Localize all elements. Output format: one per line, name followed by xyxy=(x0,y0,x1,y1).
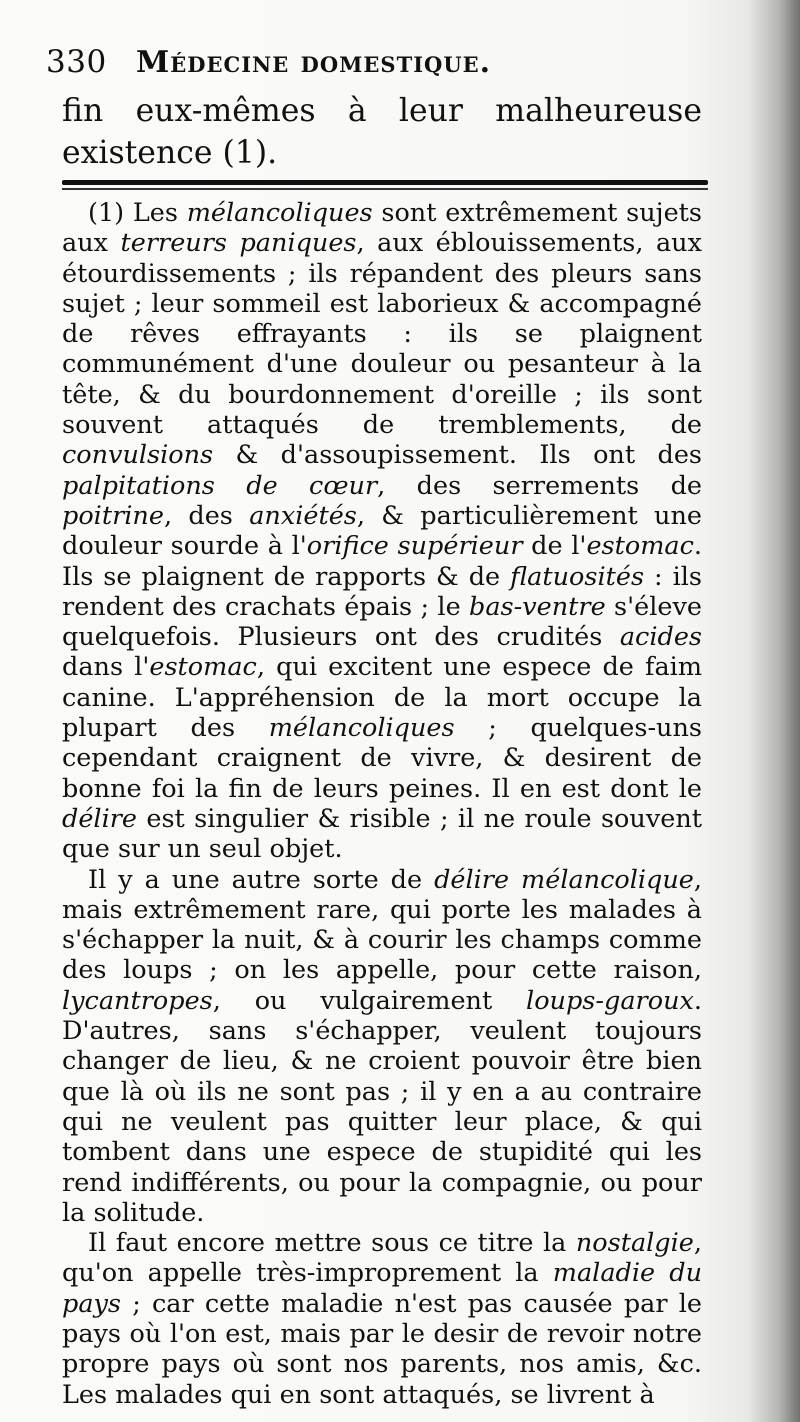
footnote-paragraph-1 xyxy=(62,198,702,865)
text-run: sont extrêmement sujets aux xyxy=(62,198,702,259)
text-run: ; car cette maladie n'est pas causée par le pays où l'on est, mais par le desir de revoir notre propre pays où sont nos parents, nos amis, &c. Les malades qui en sont attaqués, se livrent à xyxy=(62,1288,702,1410)
page-number: 330 xyxy=(46,44,107,80)
text-run: , ou vulgairement xyxy=(212,985,527,1016)
text-run: . D'autres, sans s'échapper, veulent toujours changer de lieu, & ne croient pouvoir être bien que là où ils ne sont pas ; il y en a au contraire qui ne veulent pas quitter leur place, & qui tombent dans une espece de stupidité qui les rend indifférents, ou pour la compagnie, ou pour la solitude. xyxy=(62,985,702,1228)
text-run: , qui excitent une espece de faim canine. L'appréhension de la mort occupe la plupart des xyxy=(62,652,703,744)
footnote-separator-hairline xyxy=(62,188,708,190)
italic-term: bas-ventre xyxy=(469,591,606,622)
text-run: Il y a une autre sorte de xyxy=(88,864,435,895)
italic-term: palpitations de cœur xyxy=(62,470,378,501)
footnote-block xyxy=(62,198,702,1410)
text-run: , & particulièrement une douleur sourde à l' xyxy=(62,500,702,562)
footnote-paragraph-3 xyxy=(62,1228,702,1410)
italic-term: nostalgie xyxy=(575,1228,694,1259)
italic-term: délire mélancolique xyxy=(434,864,694,895)
italic-term: mélancoliques xyxy=(268,713,455,744)
italic-term: estomac xyxy=(149,652,257,683)
text-run: , mais extrêmement rare, qui porte les malades à s'échapper la nuit, & à courir les champs comme des loups ; on les appelle, pour cette raison, xyxy=(62,864,702,986)
footnote-separator-rule xyxy=(62,180,708,185)
continued-main-text xyxy=(62,90,702,174)
footnote-paragraph-2 xyxy=(62,865,702,1229)
text-run: ; quelques-uns cependant craignent de vivre, & desirent de bonne foi la fin de leurs peines. Il en est dont le xyxy=(62,713,702,804)
running-header xyxy=(46,44,706,94)
italic-term: estomac xyxy=(586,531,694,562)
text-run: & d'assoupissement. Ils ont des xyxy=(213,440,702,471)
italic-term: orifice supérieur xyxy=(306,531,523,562)
italic-term: délire xyxy=(62,803,138,834)
text-run: , des serrements de xyxy=(377,470,703,501)
italic-term: terreurs paniques xyxy=(120,228,357,259)
italic-term: maladie du pays xyxy=(62,1258,702,1319)
italic-term: lycantropes xyxy=(62,985,213,1016)
text-run: , aux éblouissements, aux étourdissements ; ils répandent des pleurs sans sujet ; leur sommeil est laborieux & accompagné de rêves effrayants : ils se plaignent communément d'une douleur ou pesanteur à la tête, & du bourdonnement d'oreille ; ils sont souvent attaqués de tremblements, de xyxy=(62,228,702,441)
text-run: . Ils se plaignent de rapports & de xyxy=(62,531,702,592)
main-text-paragraph: fin eux-mêmes à leur malheureuse existence (1). xyxy=(62,93,702,171)
italic-term: poitrine xyxy=(62,500,164,531)
text-run: (1) Les xyxy=(88,198,187,228)
text-run: Il faut encore mettre sous ce titre la xyxy=(88,1228,576,1259)
text-run: s'éleve quelquefois. Plusieurs ont des crudités xyxy=(62,591,702,653)
text-run: dans l' xyxy=(62,652,150,683)
text-run: est singulier & risible ; il ne roule souvent que sur un seul objet. xyxy=(62,803,702,865)
italic-term: convulsions xyxy=(62,440,214,471)
italic-term: flatuosités xyxy=(510,561,645,592)
italic-term: loups-garoux xyxy=(526,985,694,1016)
page-gutter-shadow xyxy=(748,0,800,1422)
text-run: : ils rendent des crachats épais ; le xyxy=(62,561,702,622)
italic-term: acides xyxy=(619,622,702,653)
text-run: , des xyxy=(163,500,250,531)
running-title: Médecine domestique. xyxy=(136,45,492,80)
text-run: , qu'on appelle très-improprement la xyxy=(62,1228,702,1289)
italic-term: anxiétés xyxy=(249,500,357,531)
text-run: de l' xyxy=(522,531,587,562)
italic-term: mélancoliques xyxy=(186,198,373,228)
